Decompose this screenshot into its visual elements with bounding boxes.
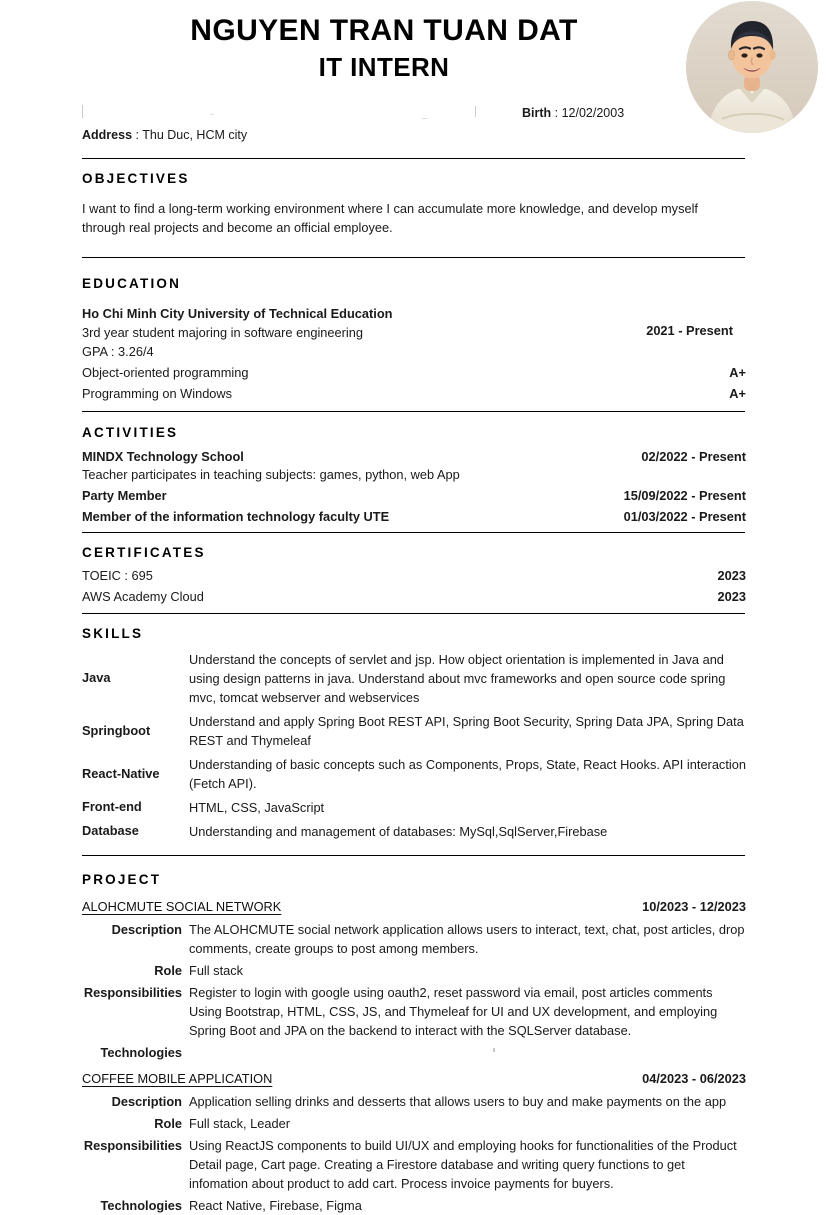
- education-major: 3rd year student majoring in software engineering: [82, 324, 363, 340]
- project-section: [82, 872, 746, 1215]
- project-description-value: The ALOHCMUTE social network application allows users to interact, text, chat, post articles, drop comments, create groups to post among members.: [189, 921, 745, 956]
- skill-name: Database: [82, 823, 139, 839]
- activity-detail: Teacher participates in teaching subjects: games, python, web App: [82, 466, 460, 482]
- project-technologies-label: Technologies: [100, 1044, 182, 1060]
- birth-value: : 12/02/2003: [554, 105, 625, 120]
- project-role-row: [82, 961, 746, 980]
- education-school: Ho Chi Minh City University of Technical Education: [82, 305, 393, 321]
- project-technologies-row: [82, 1043, 746, 1062]
- skill-description: Understand and apply Spring Boot REST API, Spring Boot Security, Spring Data JPA, Spring Data REST and Thymeleaf: [189, 713, 744, 748]
- objectives-section: [82, 171, 746, 237]
- project-title: PROJECT: [82, 871, 162, 887]
- education-gpa: GPA : 3.26/4: [82, 343, 154, 359]
- project-role-value: Full stack: [189, 962, 244, 978]
- skill-row: [82, 798, 746, 817]
- divider-above-education: [82, 257, 745, 258]
- divider-above-certificates: [82, 532, 745, 533]
- project-responsibilities-value: Register to login with google using oauth2, reset password via email, post articles comments Using Bootstrap, HTML, CSS, JS, and Thymeleaf for UI and UX development, and employing Spring Boot and JPA on the backend to interact with the SQLServer database.: [189, 984, 718, 1038]
- divider-above-skills: [82, 613, 745, 614]
- project-role-value: Full stack, Leader: [189, 1115, 291, 1131]
- course-grade: A+: [729, 364, 746, 380]
- activity-name: Party Member: [82, 487, 167, 503]
- certificates-title: CERTIFICATES: [82, 544, 206, 560]
- course-name: Object-oriented programming: [82, 364, 249, 380]
- activity-name: MINDX Technology School: [82, 448, 244, 464]
- activity-row: [82, 487, 746, 505]
- project-responsibilities-row: [82, 983, 746, 1040]
- skill-name: React-Native: [82, 765, 160, 781]
- project-header: [82, 1071, 746, 1086]
- project-role-label: Role: [154, 1115, 182, 1131]
- objectives-text: I want to find a long-term working environment where I can accumulate more knowledge, and develop myself through real projects and become an official employee.: [82, 200, 698, 235]
- skill-name: Front-end: [82, 799, 142, 815]
- project-role-row: [82, 1114, 746, 1133]
- address-label: Address: [82, 127, 133, 142]
- activity-date: 15/09/2022 - Present: [623, 487, 746, 503]
- divider-above-objectives: [82, 158, 745, 159]
- project-responsibilities-label: Responsibilities: [83, 1137, 182, 1153]
- activities-list: [82, 448, 746, 526]
- project-technologies-value-redacted: [186, 1043, 746, 1061]
- project-entry: [82, 899, 746, 1062]
- candidate-name: NGUYEN TRAN TUAN DAT: [190, 14, 578, 47]
- skill-description: Understand the concepts of servlet and jsp. How object orientation is implemented in Java and using design patterns in java. Understand about mvc frameworks and open source code spring mvc, tomcat webserver and webservices: [189, 651, 726, 705]
- activity-name: Member of the information technology faculty UTE: [82, 508, 390, 524]
- project-entry: [82, 1071, 746, 1215]
- certificate-name: AWS Academy Cloud: [82, 588, 204, 604]
- project-description-row: [82, 920, 746, 958]
- project-technologies-row: [82, 1196, 746, 1215]
- activity-date: 02/2022 - Present: [641, 448, 746, 464]
- education-title: EDUCATION: [82, 275, 182, 291]
- redaction-mark: [210, 114, 214, 115]
- education-date: 2021 - Present: [646, 322, 733, 338]
- candidate-job-title: IT INTERN: [318, 52, 450, 83]
- activity-row: [82, 448, 746, 466]
- skill-row: [82, 650, 746, 707]
- redaction-mark: [475, 106, 476, 117]
- project-header: [82, 899, 746, 914]
- address-value: : Thu Duc, HCM city: [135, 127, 248, 142]
- education-entry: [82, 304, 746, 361]
- skill-description: Understanding and management of databases: MySql,SqlServer,Firebase: [189, 823, 608, 839]
- divider-above-activities: [82, 411, 745, 412]
- certificate-name: TOEIC : 695: [82, 567, 153, 583]
- project-name-link[interactable]: COFFEE MOBILE APPLICATION: [82, 1070, 273, 1086]
- project-description-label: Description: [111, 921, 182, 937]
- address-field: [82, 125, 746, 145]
- birth-field: [522, 102, 624, 124]
- project-technologies-value: React Native, Firebase, Figma: [189, 1197, 362, 1213]
- project-responsibilities-value: Using ReactJS components to build UI/UX and employing hooks for functionalities of the Product Detail page, Cart page. Creating a Firestore database and writing query functions to get infomation about product to add cart. Process invoice payments for buyers.: [189, 1137, 737, 1191]
- birth-label: Birth: [522, 105, 552, 120]
- education-course-row: [82, 385, 746, 403]
- resume-header: [82, 0, 746, 145]
- project-description-value: Application selling drinks and desserts that allows users to buy and make payments on the app: [189, 1093, 727, 1109]
- skills-list: [82, 650, 746, 841]
- project-name-link[interactable]: ALOHCMUTE SOCIAL NETWORK: [82, 898, 282, 914]
- skills-section: [82, 626, 746, 841]
- certificate-row: [82, 567, 746, 585]
- activity-row: [82, 508, 746, 526]
- skill-name: Springboot: [82, 722, 151, 738]
- objectives-title: OBJECTIVES: [82, 170, 190, 186]
- education-section: [82, 276, 746, 403]
- certificate-year: 2023: [717, 567, 746, 583]
- certificates-section: [82, 545, 746, 606]
- project-date: 10/2023 - 12/2023: [642, 898, 746, 914]
- project-role-label: Role: [154, 962, 182, 978]
- activities-section: [82, 425, 746, 526]
- course-name: Programming on Windows: [82, 385, 233, 401]
- project-date: 04/2023 - 06/2023: [642, 1070, 746, 1086]
- skill-description: HTML, CSS, JavaScript: [189, 799, 325, 815]
- divider-above-project: [82, 855, 745, 856]
- project-responsibilities-row: [82, 1136, 746, 1193]
- redaction-mark: [422, 118, 427, 119]
- project-responsibilities-label: Responsibilities: [83, 984, 182, 1000]
- project-description-label: Description: [111, 1093, 182, 1109]
- certificate-year: 2023: [717, 588, 746, 604]
- skills-title: SKILLS: [82, 625, 144, 641]
- contact-row-redacted: [82, 102, 746, 124]
- course-grade: A+: [729, 385, 746, 401]
- activities-title: ACTIVITIES: [82, 424, 179, 440]
- skill-description: Understanding of basic concepts such as Components, Props, State, React Hooks. API interaction (Fetch API).: [189, 756, 746, 791]
- skill-row: [82, 755, 746, 793]
- project-description-row: [82, 1092, 746, 1111]
- redaction-mark: [82, 105, 83, 118]
- education-entry-left: [82, 304, 602, 361]
- header-titles: [82, 10, 746, 86]
- skill-row: [82, 712, 746, 750]
- activity-date: 01/03/2022 - Present: [623, 508, 746, 524]
- certificate-row: [82, 588, 746, 606]
- certificates-list: [82, 567, 746, 606]
- education-course-row: [82, 364, 746, 382]
- project-technologies-label: Technologies: [100, 1197, 182, 1213]
- redaction-mark: [493, 1048, 495, 1052]
- skill-row: [82, 822, 746, 841]
- skill-name: Java: [82, 670, 111, 686]
